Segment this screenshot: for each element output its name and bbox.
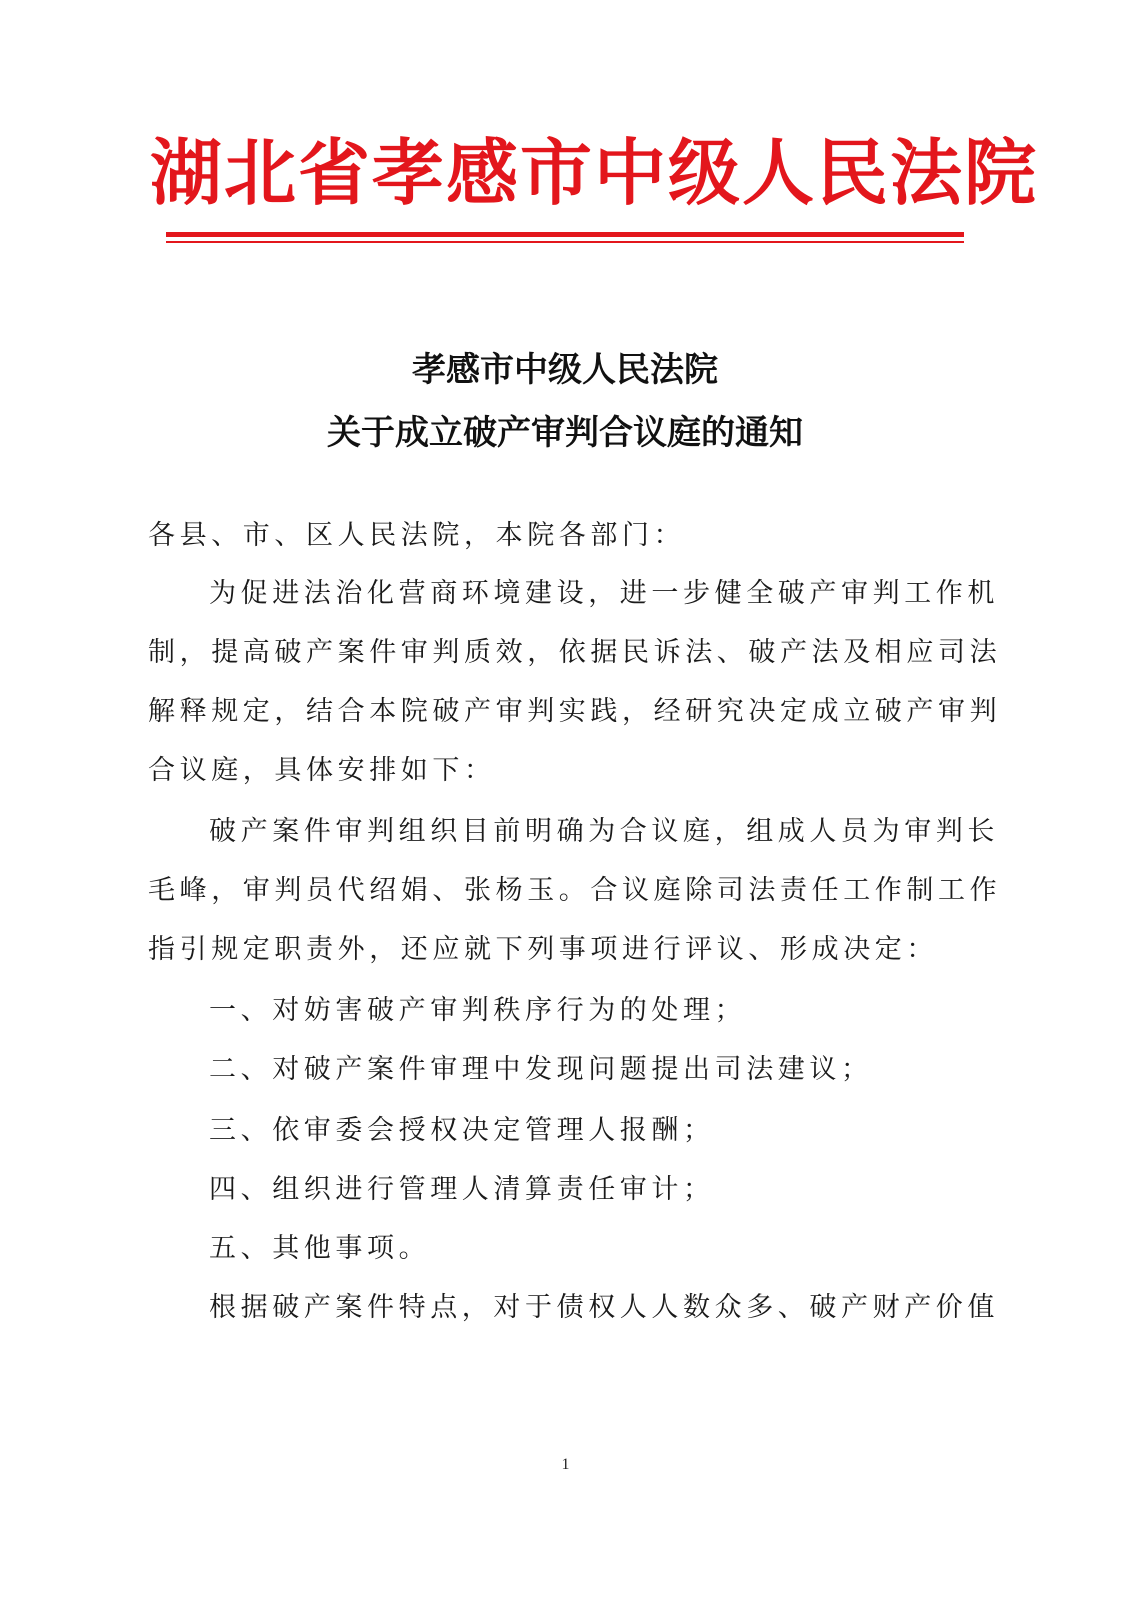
paragraph-line: 指引规定职责外，还应就下列事项进行评议、形成决定： xyxy=(148,934,938,965)
list-item: 二、对破产案件审理中发现问题提出司法建议； xyxy=(209,1054,873,1085)
page-number: 1 xyxy=(561,1456,570,1473)
list-item: 五、其他事项。 xyxy=(209,1233,431,1264)
paragraph-line: 为促进法治化营商环境建设，进一步健全破产审判工作机 xyxy=(209,578,999,609)
paragraph-line: 解释规定，结合本院破产审判实践，经研究决定成立破产审判 xyxy=(148,696,1002,727)
document-title-line-1: 孝感市中级人民法院 xyxy=(412,350,718,390)
paragraph-line: 制，提高破产案件审判质效，依据民诉法、破产法及相应司法 xyxy=(148,637,1002,668)
document-title-line-2: 关于成立破产审判合议庭的通知 xyxy=(327,413,803,453)
paragraph-line: 毛峰，审判员代绍娟、张杨玉。合议庭除司法责任工作制工作 xyxy=(148,875,1002,906)
masthead-rule-thick xyxy=(166,232,964,237)
masthead-rule-thin xyxy=(166,241,964,243)
list-item: 三、依审委会授权决定管理人报酬； xyxy=(209,1115,715,1146)
paragraph-line: 破产案件审判组织目前明确为合议庭，组成人员为审判长 xyxy=(209,816,999,847)
salutation: 各县、市、区人民法院，本院各部门： xyxy=(148,520,686,551)
court-masthead: 湖北省孝感市中级人民法院 xyxy=(150,130,1039,215)
list-item: 一、对妨害破产审判秩序行为的处理； xyxy=(209,995,747,1026)
paragraph-line: 合议庭，具体安排如下： xyxy=(148,755,496,786)
paragraph-line: 根据破产案件特点，对于债权人人数众多、破产财产价值 xyxy=(209,1292,999,1323)
list-item: 四、组织进行管理人清算责任审计； xyxy=(209,1174,715,1205)
